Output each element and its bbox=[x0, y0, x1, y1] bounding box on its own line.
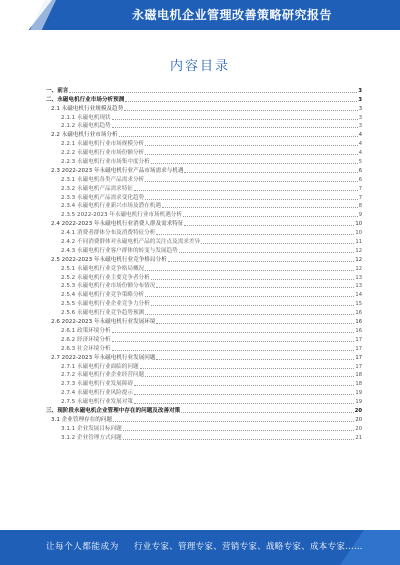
toc-entry-page: 3 bbox=[358, 105, 362, 112]
toc-entry-page: 18 bbox=[355, 381, 362, 388]
toc-entry[interactable] bbox=[46, 353, 362, 362]
toc-leader-dots bbox=[162, 206, 358, 208]
toc-entry-title: 2.7.4 永磁电机行业风险提示 bbox=[61, 390, 133, 397]
toc-entry-page: 10 bbox=[355, 230, 362, 237]
toc-leader-dots bbox=[183, 215, 358, 217]
toc-leader-dots bbox=[179, 251, 355, 253]
toc-entry-title: 2.3 2022-2023 年永磁电机行业产品市场需求与机遇 bbox=[51, 167, 184, 174]
toc-entry[interactable] bbox=[46, 166, 362, 175]
toc-entry-title: 2.5.4 永磁电机行业竞争策略分析 bbox=[61, 292, 145, 299]
toc-entry-page: 7 bbox=[358, 194, 362, 201]
toc-entry[interactable] bbox=[46, 193, 362, 202]
toc-leader-dots bbox=[134, 384, 354, 386]
toc-entry-title: 2.2.3 永磁电机行业市场集中度分析 bbox=[61, 159, 150, 166]
toc-entry-page: 15 bbox=[355, 301, 362, 308]
toc-entry-page: 5 bbox=[358, 159, 362, 166]
footer-slogan: 让每个人都能成为 bbox=[46, 542, 119, 552]
toc-entry[interactable] bbox=[46, 362, 362, 371]
toc-entry-title: 2.2.1 永磁电机行业市场规模分析 bbox=[61, 141, 145, 148]
toc-leader-dots bbox=[184, 224, 354, 226]
toc-leader-dots bbox=[201, 242, 354, 244]
footer-tags: 行业专家、管理专家、营销专家、战略专家、成本专家…… bbox=[134, 542, 363, 552]
toc-leader-dots bbox=[113, 420, 354, 422]
toc-heading: 内容目录 bbox=[169, 59, 230, 74]
toc-leader-dots bbox=[112, 349, 355, 351]
toc-entry-title: 2.5 2022-2023 年永磁电机行业竞争格局分析 bbox=[51, 256, 167, 263]
toc-entry-title: 2.2 永磁电机行业市场分析 bbox=[51, 132, 118, 139]
toc-entry-title: 2.6 2022-2023 年永磁电机行业发展环境 bbox=[51, 319, 156, 326]
toc-entry-page: 9 bbox=[358, 212, 362, 219]
toc-entry[interactable] bbox=[46, 264, 362, 273]
toc-leader-dots bbox=[145, 269, 354, 271]
toc-entry-title: 2.4.2 不同消费群体对永磁电机产品的关注点及需求差异 bbox=[61, 239, 201, 246]
toc-entry-page: 10 bbox=[355, 221, 362, 228]
toc-leader-dots bbox=[112, 126, 358, 128]
toc-leader-dots bbox=[134, 189, 358, 191]
toc-entry-title: 2.3.3 永磁电机产品需求变化趋势 bbox=[61, 194, 145, 201]
toc-entry-page: 12 bbox=[355, 256, 362, 263]
toc-leader-dots bbox=[112, 340, 355, 342]
toc-entry-title: 3.1 企业管理存在的问题 bbox=[51, 416, 113, 423]
toc-leader-dots bbox=[181, 411, 354, 413]
toc-entry[interactable] bbox=[46, 379, 362, 388]
toc-leader-dots bbox=[145, 295, 354, 297]
toc-entry[interactable] bbox=[46, 299, 362, 308]
toc-entry-title: 2.5.5 永磁电机行业企业竞争力分析 bbox=[61, 301, 150, 308]
toc-leader-dots bbox=[151, 162, 358, 164]
toc-entry-page: 3 bbox=[358, 87, 362, 94]
toc-leader-dots bbox=[145, 153, 358, 155]
toc-leader-dots bbox=[184, 171, 357, 173]
toc-leader-dots bbox=[140, 367, 355, 369]
toc-entry-title: 2.2.2 永磁电机行业市场份额分析 bbox=[61, 150, 145, 157]
toc-entry-page: 20 bbox=[355, 416, 362, 423]
toc-entry-title: 2.7.1 永磁电机行业面临的问题 bbox=[61, 363, 139, 370]
toc-entry-page: 19 bbox=[355, 399, 362, 406]
toc-entry-page: 12 bbox=[355, 265, 362, 272]
toc-leader-dots bbox=[123, 429, 355, 431]
toc-entry-title: 2.6.1 政策环境分析 bbox=[61, 327, 111, 334]
toc-entry-title: 2.3.1 永磁电机各类产品需求分析 bbox=[61, 176, 145, 183]
toc-entry-page: 11 bbox=[355, 239, 362, 246]
toc-entry-page: 8 bbox=[358, 203, 362, 210]
toc-entry-page: 19 bbox=[355, 390, 362, 397]
toc-entry-title: 2.6.3 社会环境分析 bbox=[61, 345, 111, 352]
toc-entry[interactable] bbox=[46, 290, 362, 299]
toc-entry-page: 14 bbox=[355, 292, 362, 299]
toc-entry-title: 2.1.2 永磁电机趋势 bbox=[61, 123, 111, 130]
toc-entry-title: 2.7.5 永磁电机行业发展对策 bbox=[61, 399, 133, 406]
toc-leader-dots bbox=[112, 331, 355, 333]
report-title: 永磁电机企业管理改善策略研究报告 bbox=[131, 8, 332, 22]
toc-leader-dots bbox=[119, 135, 358, 137]
toc-entry-title: 一、前言 bbox=[46, 87, 69, 94]
table-of-contents bbox=[46, 86, 362, 524]
toc-entry[interactable] bbox=[46, 210, 362, 219]
toc-entry-title: 2.7.2 永磁电机行业企业经营问题 bbox=[61, 372, 145, 379]
toc-leader-dots bbox=[124, 109, 357, 111]
toc-entry[interactable] bbox=[46, 433, 362, 442]
toc-entry-title: 二、永磁电机行业市场分析预测 bbox=[46, 96, 125, 103]
toc-entry-page: 3 bbox=[358, 123, 362, 130]
toc-entry-title: 2.6.2 经济环境分析 bbox=[61, 336, 111, 343]
toc-entry-title: 2.3.2 永磁电机产品需求特征 bbox=[61, 185, 133, 192]
toc-entry-title: 2.3.4 永磁电机行业新兴市场及潜在机遇 bbox=[61, 203, 161, 210]
toc-entry-page: 17 bbox=[355, 336, 362, 343]
toc-entry-page: 3 bbox=[358, 96, 362, 103]
toc-leader-dots bbox=[168, 260, 355, 262]
toc-entry[interactable] bbox=[46, 184, 362, 193]
toc-entry[interactable] bbox=[46, 371, 362, 380]
toc-entry-title: 2.4 2022-2023 年永磁电机行业消费人群及需求特征 bbox=[51, 221, 184, 228]
toc-entry-page: 17 bbox=[355, 354, 362, 361]
toc-entry[interactable] bbox=[46, 424, 362, 433]
toc-entry-title: 3.1.1 企业发展目标问题 bbox=[61, 425, 122, 432]
toc-leader-dots bbox=[134, 402, 354, 404]
toc-leader-dots bbox=[151, 304, 355, 306]
toc-entry-title: 2.3.5 2022-2023 年永磁电机行业市场机遇分析 bbox=[61, 212, 182, 219]
toc-entry-title: 2.5.1 永磁电机行业竞争格局概况 bbox=[61, 265, 145, 272]
toc-entry[interactable] bbox=[46, 317, 362, 326]
toc-leader-dots bbox=[145, 375, 354, 377]
toc-entry-page: 16 bbox=[355, 327, 362, 334]
toc-entry-page: 17 bbox=[355, 345, 362, 352]
toc-entry-page: 13 bbox=[355, 283, 362, 290]
toc-entry[interactable] bbox=[46, 335, 362, 344]
toc-entry-title: 2.1 永磁电机行业规模及趋势 bbox=[51, 105, 124, 112]
toc-entry-page: 7 bbox=[358, 185, 362, 192]
toc-leader-dots bbox=[151, 278, 355, 280]
toc-leader-dots bbox=[145, 198, 358, 200]
toc-leader-dots bbox=[125, 100, 357, 102]
toc-leader-dots bbox=[123, 438, 355, 440]
toc-leader-dots bbox=[156, 322, 354, 324]
toc-entry-page: 18 bbox=[355, 372, 362, 379]
toc-entry-page: 21 bbox=[355, 434, 362, 441]
toc-entry[interactable] bbox=[46, 228, 362, 237]
toc-entry-page: 12 bbox=[355, 247, 362, 254]
toc-entry[interactable] bbox=[46, 246, 362, 255]
toc-entry-page: 13 bbox=[355, 274, 362, 281]
toc-leader-dots bbox=[134, 393, 354, 395]
toc-entry-page: 3 bbox=[358, 114, 362, 121]
toc-entry-title: 3.1.2 企业管理方式问题 bbox=[61, 434, 122, 441]
toc-leader-dots bbox=[156, 286, 354, 288]
toc-entry-title: 2.5.2 永磁电机行业主要竞争者分析 bbox=[61, 274, 150, 281]
toc-entry-title: 2.7.3 永磁电机行业发展障碍 bbox=[61, 381, 133, 388]
toc-entry[interactable] bbox=[46, 202, 362, 211]
toc-entry[interactable] bbox=[46, 406, 362, 415]
toc-entry-page: 20 bbox=[355, 425, 362, 432]
toc-entry-page: 16 bbox=[355, 319, 362, 326]
toc-entry-page: 4 bbox=[358, 132, 362, 139]
toc-entry[interactable] bbox=[46, 122, 362, 131]
toc-entry[interactable] bbox=[46, 157, 362, 166]
header-bar bbox=[0, 0, 400, 30]
toc-leader-dots bbox=[145, 180, 358, 182]
toc-entry-title: 2.5.3 永磁电机行业市场份额分布情况 bbox=[61, 283, 156, 290]
toc-entry[interactable] bbox=[46, 237, 362, 246]
toc-leader-dots bbox=[156, 233, 354, 235]
toc-leader-dots bbox=[156, 358, 354, 360]
toc-entry[interactable] bbox=[46, 415, 362, 424]
toc-entry-page: 6 bbox=[358, 167, 362, 174]
toc-leader-dots bbox=[145, 313, 354, 315]
toc-entry-title: 2.5.6 永磁电机行业竞争趋势预测 bbox=[61, 310, 145, 317]
footer-bar bbox=[0, 530, 400, 565]
toc-entry[interactable] bbox=[46, 86, 362, 95]
toc-entry-title: 2.1.1 永磁电机现状 bbox=[61, 114, 111, 121]
toc-entry[interactable] bbox=[46, 255, 362, 264]
toc-entry-title: 三、现阶段永磁电机企业管理中存在的问题及改善对策 bbox=[46, 407, 181, 414]
toc-entry[interactable] bbox=[46, 113, 362, 122]
toc-entry-title: 2.4.1 消费者群体分布及消费特征分析 bbox=[61, 230, 156, 237]
toc-entry-title: 2.4.3 永磁电机行业客户群体的转变与发展趋势 bbox=[61, 247, 178, 254]
toc-leader-dots bbox=[145, 144, 358, 146]
toc-entry[interactable] bbox=[46, 219, 362, 228]
toc-entry[interactable] bbox=[46, 273, 362, 282]
toc-entry[interactable] bbox=[46, 175, 362, 184]
toc-leader-dots bbox=[69, 91, 357, 93]
toc-entry-page: 4 bbox=[358, 150, 362, 157]
toc-leader-dots bbox=[112, 118, 358, 120]
toc-entry[interactable] bbox=[46, 148, 362, 157]
toc-entry-page: 6 bbox=[358, 176, 362, 183]
toc-entry[interactable] bbox=[46, 104, 362, 113]
toc-entry[interactable] bbox=[46, 282, 362, 291]
toc-entry[interactable] bbox=[46, 130, 362, 139]
toc-entry-page: 20 bbox=[354, 407, 362, 414]
toc-entry-page: 16 bbox=[355, 310, 362, 317]
toc-entry[interactable] bbox=[46, 139, 362, 148]
toc-entry[interactable] bbox=[46, 326, 362, 335]
toc-entry[interactable] bbox=[46, 308, 362, 317]
toc-entry[interactable] bbox=[46, 397, 362, 406]
toc-entry[interactable] bbox=[46, 344, 362, 353]
toc-entry[interactable] bbox=[46, 95, 362, 104]
toc-entry-title: 2.7 2022-2023 年永磁电机行业发展问题 bbox=[51, 354, 156, 361]
toc-entry-page: 17 bbox=[355, 363, 362, 370]
toc-entry-page: 4 bbox=[358, 141, 362, 148]
toc-entry[interactable] bbox=[46, 388, 362, 397]
